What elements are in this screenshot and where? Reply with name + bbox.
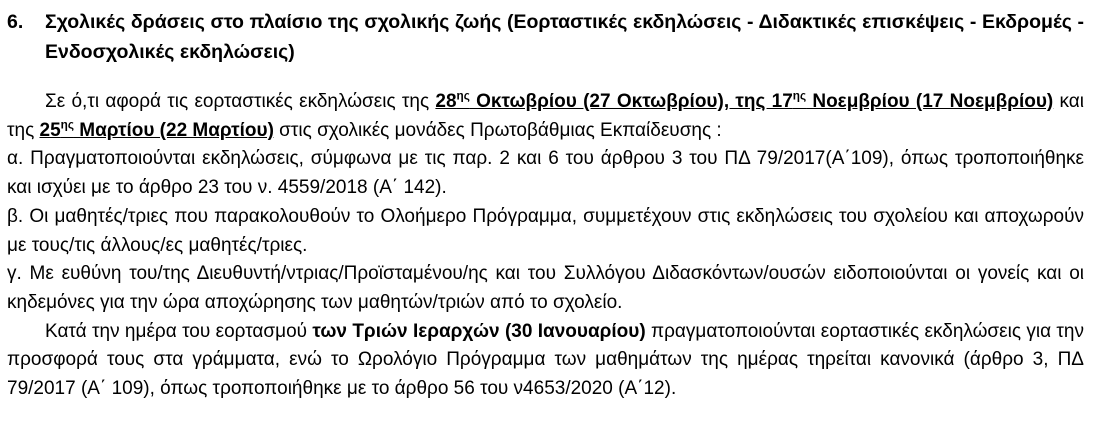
text-run: και της (7, 91, 1084, 141)
text-run: Κατά την ημέρα του εορτασμού (45, 320, 313, 342)
date-march-run (40, 120, 274, 141)
ordinal-superscript: ης (456, 89, 470, 103)
text-run: Νοεμβρίου (17 Νοεμβρίου) (806, 91, 1054, 112)
ordinal-superscript: ης (60, 118, 74, 132)
section-number: 6. (7, 11, 24, 33)
paragraph-item-b: β. Οι μαθητές/τριες που παρακολουθούν το Ολοήμερο Πρόγραμμα, συμμετέχουν στις εκδηλώσεις του σχολείου και αποχωρούν με τους/τις άλλους/ες μαθητές/τριες. (7, 205, 1084, 256)
text-run: Σε ό,τι αφορά τις εορταστικές εκδηλώσεις της (45, 91, 436, 112)
ordinal-superscript: ης (792, 89, 807, 103)
text-run: στις σχολικές μονάδες Πρωτοβάθμιας Εκπαίδευσης : (273, 119, 722, 141)
three-hierarchs-bold-run: των Τριών Ιεραρχών (30 Ιανουαρίου) (312, 320, 646, 342)
paragraph-intro (7, 88, 1084, 145)
paragraph-item-a: α. Πραγματοποιούνται εκδηλώσεις, σύμφωνα με τις παρ. 2 και 6 του άρθρου 3 του ΠΔ 79/2017(Α΄109), όπως τροποποιήθηκε και ισχύει με το άρθρο 23 του ν. 4559/2018 (Α΄ 142). (7, 148, 1084, 199)
text-run: 28 (435, 91, 457, 112)
text-run: πραγματοποιούνται εορταστικές εκδηλώσεις για την προσφορά τους στα γράμματα, ενώ το Ωρολόγιο Πρόγραμμα των μαθημάτων της ημέρας τηρείται κανονικά (άρθρο 3, ΠΔ 79/2017 (Α΄ 109), όπως τροποποιήθηκε με το άρθρο 56 του ν4653/2020 (Α΄12). (7, 320, 1084, 400)
text-run: 25 (39, 119, 61, 141)
paragraph-item-c: γ. Με ευθύνη του/της Διευθυντή/ντριας/Προϊσταμένου/ης και του Συλλόγου Διδασκόντων/ουσών ειδοποιούνται οι γονείς και οι κηδεμόνες για την ώρα αποχώρησης των μαθητών/τριών από το σχολείο. (7, 263, 1084, 313)
paragraph-closing (7, 318, 1084, 404)
section-title: Σχολικές δράσεις στο πλαίσιο της σχολικής ζωής (Εορταστικές εκδηλώσεις - Διδακτικές επισκέψεις - Εκδρομές - Ενδοσχολικές εκδηλώσεις) (45, 11, 1084, 63)
section-heading (7, 7, 1084, 67)
date-october-run (435, 91, 1053, 112)
text-run: Μαρτίου (22 Μαρτίου) (73, 119, 274, 141)
text-run: Οκτωβρίου (27 Οκτωβρίου), της 17 (469, 91, 793, 112)
